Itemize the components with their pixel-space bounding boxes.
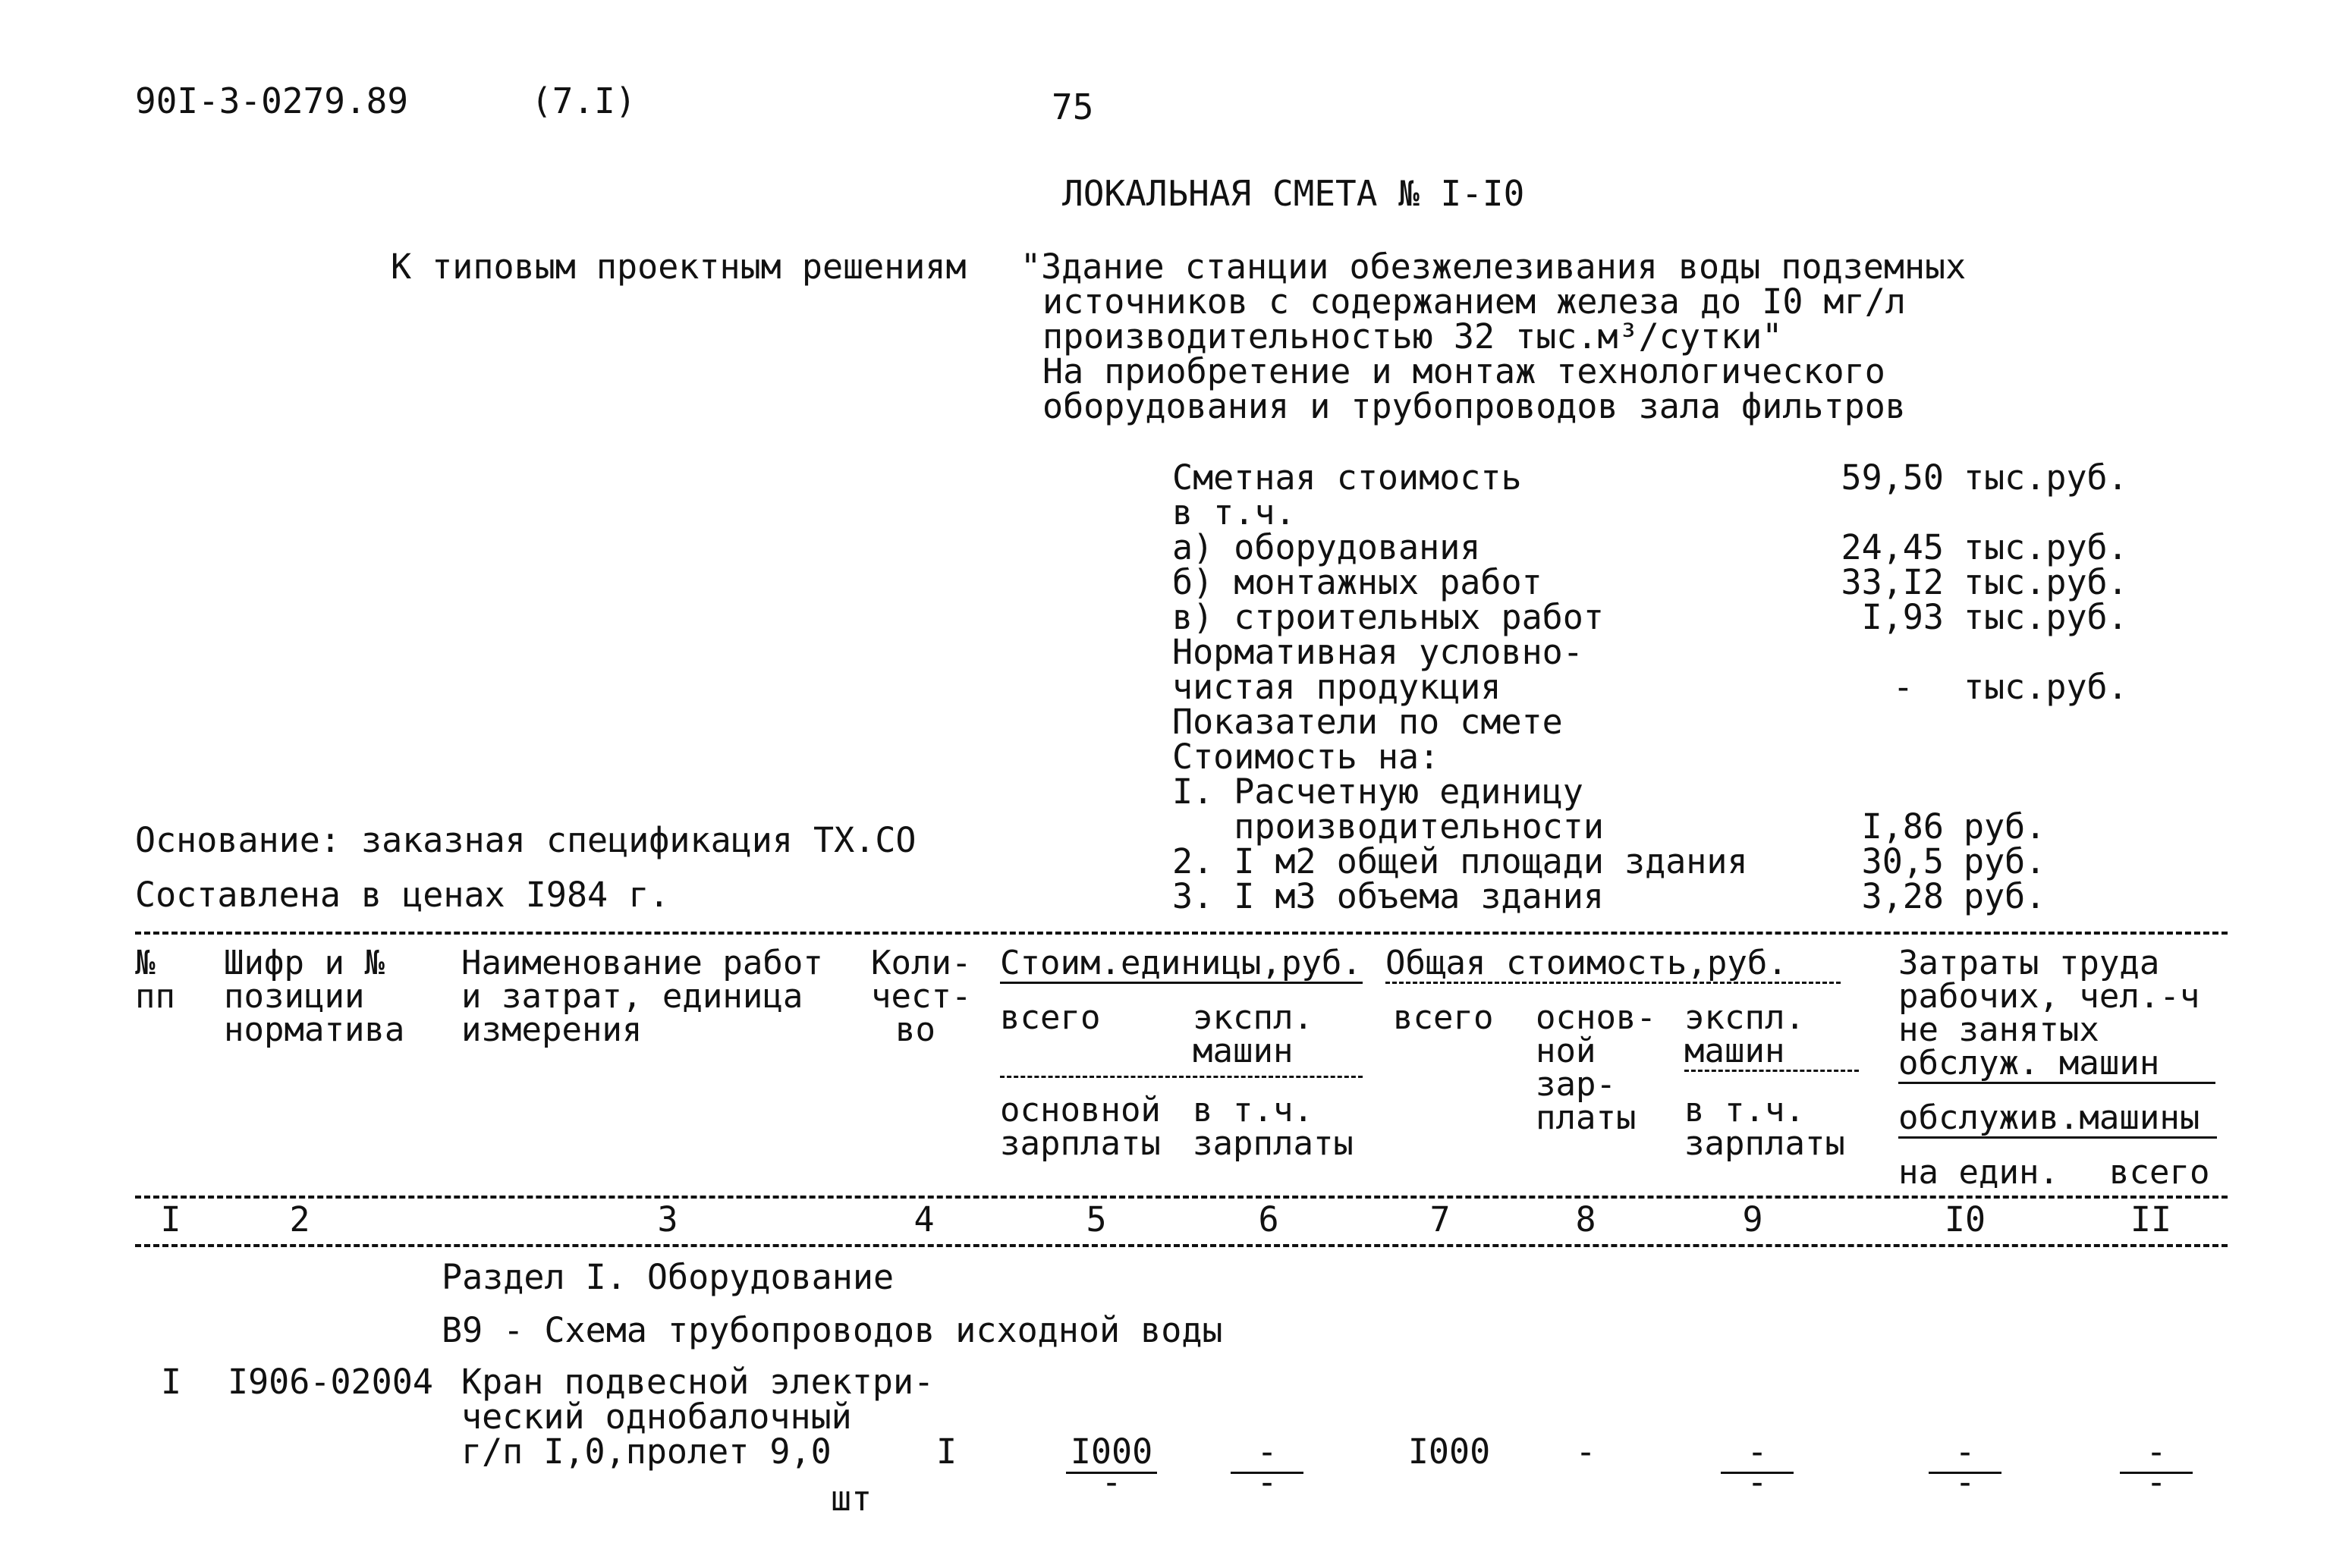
total-base-header: зар- bbox=[1536, 1065, 1616, 1104]
col-num-header: пп bbox=[135, 977, 175, 1016]
total-machines-header: экспл. bbox=[1684, 998, 1805, 1037]
header-top-rule bbox=[135, 932, 2228, 935]
col-code-header: норматива bbox=[224, 1010, 405, 1049]
col-num-header: № bbox=[135, 944, 156, 982]
project-line: оборудования и трубопроводов зала фильтров bbox=[1042, 386, 1906, 426]
row-labor-total: - bbox=[2146, 1431, 2167, 1472]
row-machines: - bbox=[1256, 1431, 1278, 1472]
unit-incl-wages-header: в т.ч. bbox=[1193, 1091, 1313, 1130]
cost-label: в т.ч. bbox=[1172, 492, 1296, 533]
cost-value: 3,28 bbox=[1861, 876, 1944, 916]
cost-value: 59,50 bbox=[1841, 457, 1944, 498]
unit-total-header: всего bbox=[1000, 998, 1101, 1037]
project-line: "Здание станции обезжелезивания воды подземных bbox=[1020, 247, 1967, 287]
cost-label: 3. I м3 объема здания bbox=[1172, 876, 1604, 916]
total-incl-wages-header: в т.ч. bbox=[1684, 1091, 1805, 1130]
row-total-machines: - bbox=[1747, 1431, 1768, 1472]
total-base-header: ной bbox=[1536, 1032, 1596, 1070]
cost-unit: тыс.руб. bbox=[1964, 667, 2128, 707]
col-name-header: и затрат, единица bbox=[461, 977, 803, 1016]
cost-value: 24,45 bbox=[1841, 527, 1944, 567]
row-name-line: г/п I,0,пролет 9,0 bbox=[461, 1431, 832, 1472]
col-code-header: Шифр и № bbox=[224, 944, 385, 982]
page-title: ЛОКАЛЬНАЯ СМЕТА № I-I0 bbox=[1062, 173, 1525, 214]
cost-unit: тыс.руб. bbox=[1964, 527, 2128, 567]
column-number: I bbox=[160, 1199, 181, 1240]
doc-code: 90I-3-0279.89 bbox=[135, 80, 409, 121]
labor-header-line: не занятых bbox=[1898, 1010, 2099, 1049]
total-base-header: основ- bbox=[1536, 998, 1656, 1037]
row-name-line: Кран подвесной электри- bbox=[461, 1362, 935, 1402]
labor-header-underline bbox=[1898, 1136, 2217, 1139]
row-base-wages: - bbox=[1575, 1431, 1596, 1472]
column-number: 6 bbox=[1258, 1199, 1279, 1240]
col-name-header: Наименование работ bbox=[461, 944, 823, 982]
labor-per-unit-header: на един. bbox=[1898, 1153, 2059, 1192]
column-number: 9 bbox=[1742, 1199, 1763, 1240]
unit-wages-header: основной bbox=[1000, 1091, 1161, 1130]
cost-label: производительности bbox=[1172, 806, 1604, 847]
column-number: I0 bbox=[1944, 1199, 1986, 1240]
project-line: На приобретение и монтаж технологического bbox=[1042, 351, 1885, 391]
labor-header-line: рабочих, чел.-ч bbox=[1898, 977, 2200, 1016]
column-number: 7 bbox=[1429, 1199, 1451, 1240]
cost-label: Стоимость на: bbox=[1172, 737, 1440, 777]
project-label: К типовым проектным решениям bbox=[391, 247, 967, 287]
unit-machines-header: машин bbox=[1193, 1032, 1294, 1070]
labor-header-underline bbox=[1898, 1082, 2215, 1084]
col-code-header: позиции bbox=[224, 977, 365, 1016]
row-total-machines-wages: - bbox=[1747, 1462, 1768, 1502]
column-number: 5 bbox=[1086, 1199, 1107, 1240]
cost-value: - bbox=[1892, 667, 1913, 707]
cost-value: I,86 bbox=[1861, 806, 1944, 847]
row-number: I bbox=[161, 1362, 182, 1402]
cost-unit: руб. bbox=[1964, 841, 2046, 881]
col-qty-header: чест- bbox=[871, 977, 972, 1016]
column-number: 8 bbox=[1575, 1199, 1596, 1240]
total-incl-wages-header: зарплаты bbox=[1684, 1124, 1845, 1163]
cost-unit: тыс.руб. bbox=[1964, 597, 2128, 637]
column-number: 3 bbox=[657, 1199, 678, 1240]
header-bottom-rule bbox=[135, 1196, 2228, 1199]
labor-header-line: обслуж. машин bbox=[1898, 1044, 2160, 1083]
cost-unit: руб. bbox=[1964, 876, 2046, 916]
labor-group-header: Затраты труда bbox=[1898, 944, 2160, 982]
cost-unit: тыс.руб. bbox=[1964, 562, 2128, 602]
row-machines-wages: - bbox=[1256, 1462, 1278, 1502]
row-unit-cost-wages: - bbox=[1101, 1462, 1122, 1502]
total-cost-group-underline bbox=[1385, 982, 1841, 984]
cost-unit: тыс.руб. bbox=[1964, 457, 2128, 498]
total-all-header: всего bbox=[1393, 998, 1494, 1037]
labor-total-header: всего bbox=[2109, 1153, 2210, 1192]
page-number: 75 bbox=[1052, 86, 1094, 127]
cost-value: I,93 bbox=[1861, 597, 1944, 637]
total-base-header: платы bbox=[1536, 1098, 1637, 1137]
cost-label: Показатели по смете bbox=[1172, 702, 1563, 742]
row-labor-total-sub: - bbox=[2146, 1462, 2167, 1502]
total-machines-divider bbox=[1684, 1070, 1859, 1072]
row-labor-unit: - bbox=[1954, 1431, 1976, 1472]
row-qty: I bbox=[936, 1431, 957, 1472]
cost-value: 30,5 bbox=[1861, 841, 1944, 881]
unit-cost-group-header: Стоим.единицы,руб. bbox=[1000, 944, 1362, 982]
cost-label: в) строительных работ bbox=[1172, 597, 1604, 637]
section-title: Раздел I. Оборудование bbox=[442, 1257, 895, 1297]
cost-unit: руб. bbox=[1964, 806, 2046, 847]
column-number: II bbox=[2130, 1199, 2172, 1240]
cost-label: Нормативная условно- bbox=[1172, 632, 1583, 672]
labor-header-line: обслужив.машины bbox=[1898, 1098, 2200, 1137]
cost-label: чистая продукция bbox=[1172, 667, 1501, 707]
cost-value: 33,I2 bbox=[1841, 562, 1944, 602]
unit-wages-header: зарплаты bbox=[1000, 1124, 1161, 1163]
unit-machines-header: экспл. bbox=[1193, 998, 1313, 1037]
column-numbers-rule bbox=[135, 1244, 2228, 1247]
sheet-label: (7.I) bbox=[531, 80, 637, 121]
row-labor-unit-sub: - bbox=[1954, 1462, 1976, 1502]
row-name-line: ческий однобалочный bbox=[461, 1397, 852, 1437]
cost-label: а) оборудования bbox=[1172, 527, 1481, 567]
row-unit: шт bbox=[831, 1478, 873, 1519]
col-qty-header: во bbox=[895, 1010, 935, 1049]
row-unit-cost: I000 bbox=[1070, 1431, 1153, 1472]
row-total: I000 bbox=[1407, 1431, 1491, 1472]
col-qty-header: Коли- bbox=[871, 944, 972, 982]
basis-line: Основание: заказная спецификация ТХ.СО bbox=[135, 820, 917, 860]
unit-incl-wages-header: зарплаты bbox=[1193, 1124, 1354, 1163]
basis-line: Составлена в ценах I984 г. bbox=[135, 875, 670, 915]
column-number: 4 bbox=[913, 1199, 935, 1240]
column-number: 2 bbox=[289, 1199, 310, 1240]
section-subtitle: В9 - Схема трубопроводов исходной воды bbox=[442, 1310, 1223, 1350]
cost-label: б) монтажных работ bbox=[1172, 562, 1542, 602]
total-machines-header: машин bbox=[1684, 1032, 1785, 1070]
row-code: I906-02004 bbox=[228, 1362, 433, 1402]
total-cost-group-header: Общая стоимость,руб. bbox=[1385, 944, 1788, 982]
project-line: производительностью 32 тыс.м³/сутки" bbox=[1042, 316, 1783, 357]
cost-label: Сметная стоимость bbox=[1172, 457, 1522, 498]
cost-label: I. Расчетную единицу bbox=[1172, 771, 1583, 812]
project-line: источников с содержанием железа до I0 мг/л bbox=[1042, 281, 1906, 322]
cost-label: 2. I м2 общей площади здания bbox=[1172, 841, 1748, 881]
unit-cost-divider bbox=[1000, 1076, 1363, 1078]
col-name-header: измерения bbox=[461, 1010, 643, 1049]
unit-cost-group-underline bbox=[1000, 982, 1363, 984]
